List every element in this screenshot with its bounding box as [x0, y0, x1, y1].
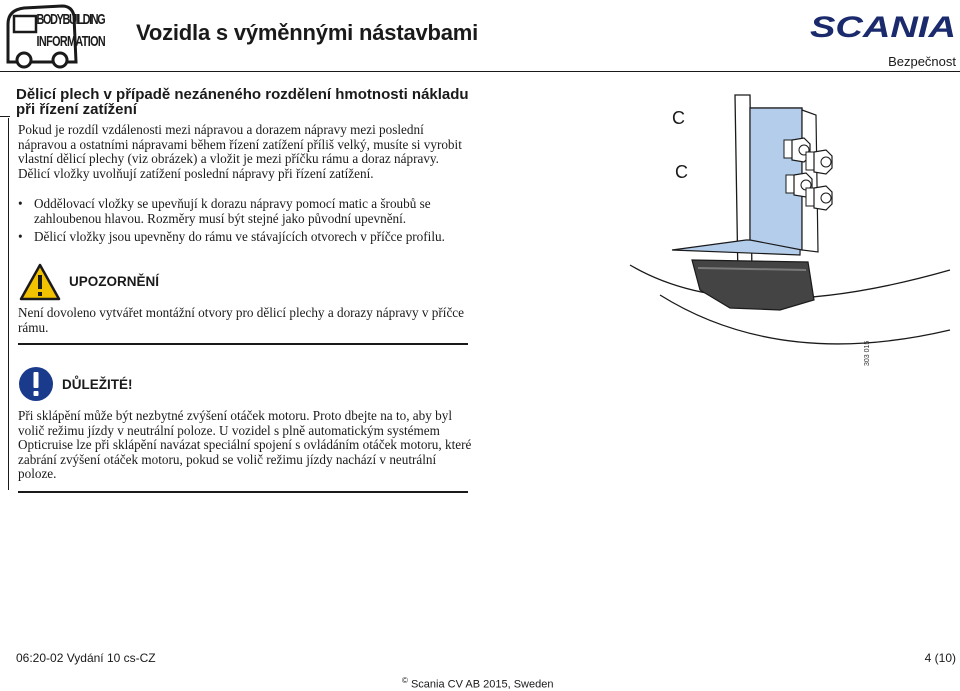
heading-divider — [0, 116, 10, 117]
left-margin-bar — [8, 118, 9, 490]
list-item: • Dělicí vložky jsou upevněny do rámu ve stávajících otvorech v příčce profilu. — [18, 230, 473, 245]
logo-line1: BODYBUILDING — [36, 10, 106, 28]
bodybuilding-information-logo — [2, 2, 122, 70]
warning-text: Není dovoleno vytvářet montážní otvory pro dělicí plechy a dorazy nápravy v příčce rámu. — [18, 305, 465, 335]
intro-paragraph: Pokud je rozdíl vzdálenosti mezi nápravou a dorazem nápravy mezi poslední nápravou a ostatními nápravami během řízení zatížení příliš velký, musíte si vyrobit vlastní dělicí plechy (viz obrázek) a vložit je mezi příčku rámu a doraz nápravy. Dělicí vložky uvolňují zatížení poslední nápravy při řízení zatížení. — [18, 122, 462, 181]
warning-divider — [18, 343, 468, 345]
important-text: Při sklápění může být nezbytné zvýšení otáček motoru. Proto dbejte na to, aby byl volič režimu jízdy v neutrální poloze. U vozidel s plně automatickým systémem Opticruise lze při sklápění navázat speciální spojení s ovládáním otáček motoru, které zabrání zvýšení otáček motoru, pokud se volič režimu jízdy nachází v neutrální poloze. — [18, 408, 472, 482]
document-title: Vozidla s výměnnými nástavbami — [136, 20, 479, 45]
divider-plate-illustration — [620, 90, 960, 390]
copyright-text: Scania CV AB 2015, Sweden — [410, 678, 554, 691]
dimension-label-c1: C — [672, 108, 685, 128]
bolt-bottom — [806, 186, 832, 210]
copyright-symbol: © — [402, 676, 408, 685]
important-heading: DŮLEŽITÉ! — [62, 377, 133, 392]
footer-page-number: 4 (10) — [924, 651, 956, 665]
footer-doc-reference: 06:20-02 Vydání 10 cs-CZ — [16, 651, 156, 665]
figure-number: 303 015 — [864, 340, 871, 366]
brand-name: SCANIA — [810, 11, 956, 42]
logo-line2: INFORMATION — [36, 32, 106, 50]
dimension-label-c2: C — [675, 162, 688, 182]
list-item: • Oddělovací vložky se upevňují k dorazu nápravy pomocí matic a šroubů se zahloubenou hlavou. Rozměry musí být stejné jako původní upevnění. — [18, 197, 473, 226]
warning-triangle-icon — [18, 262, 62, 302]
important-divider — [18, 491, 468, 493]
section-heading: Dělicí plech v případě nezáneného rozdělení hmotnosti nákladu při řízení zatížení — [16, 86, 469, 118]
warning-heading: UPOZORNĚNÍ — [69, 274, 160, 289]
scania-logo — [808, 10, 958, 42]
important-exclamation-icon — [18, 366, 54, 402]
section-label: Bezpečnost — [888, 54, 956, 69]
bolt-middle — [806, 150, 832, 174]
bullet-list — [18, 197, 473, 249]
footer-copyright — [402, 676, 553, 691]
header-divider — [0, 71, 960, 72]
